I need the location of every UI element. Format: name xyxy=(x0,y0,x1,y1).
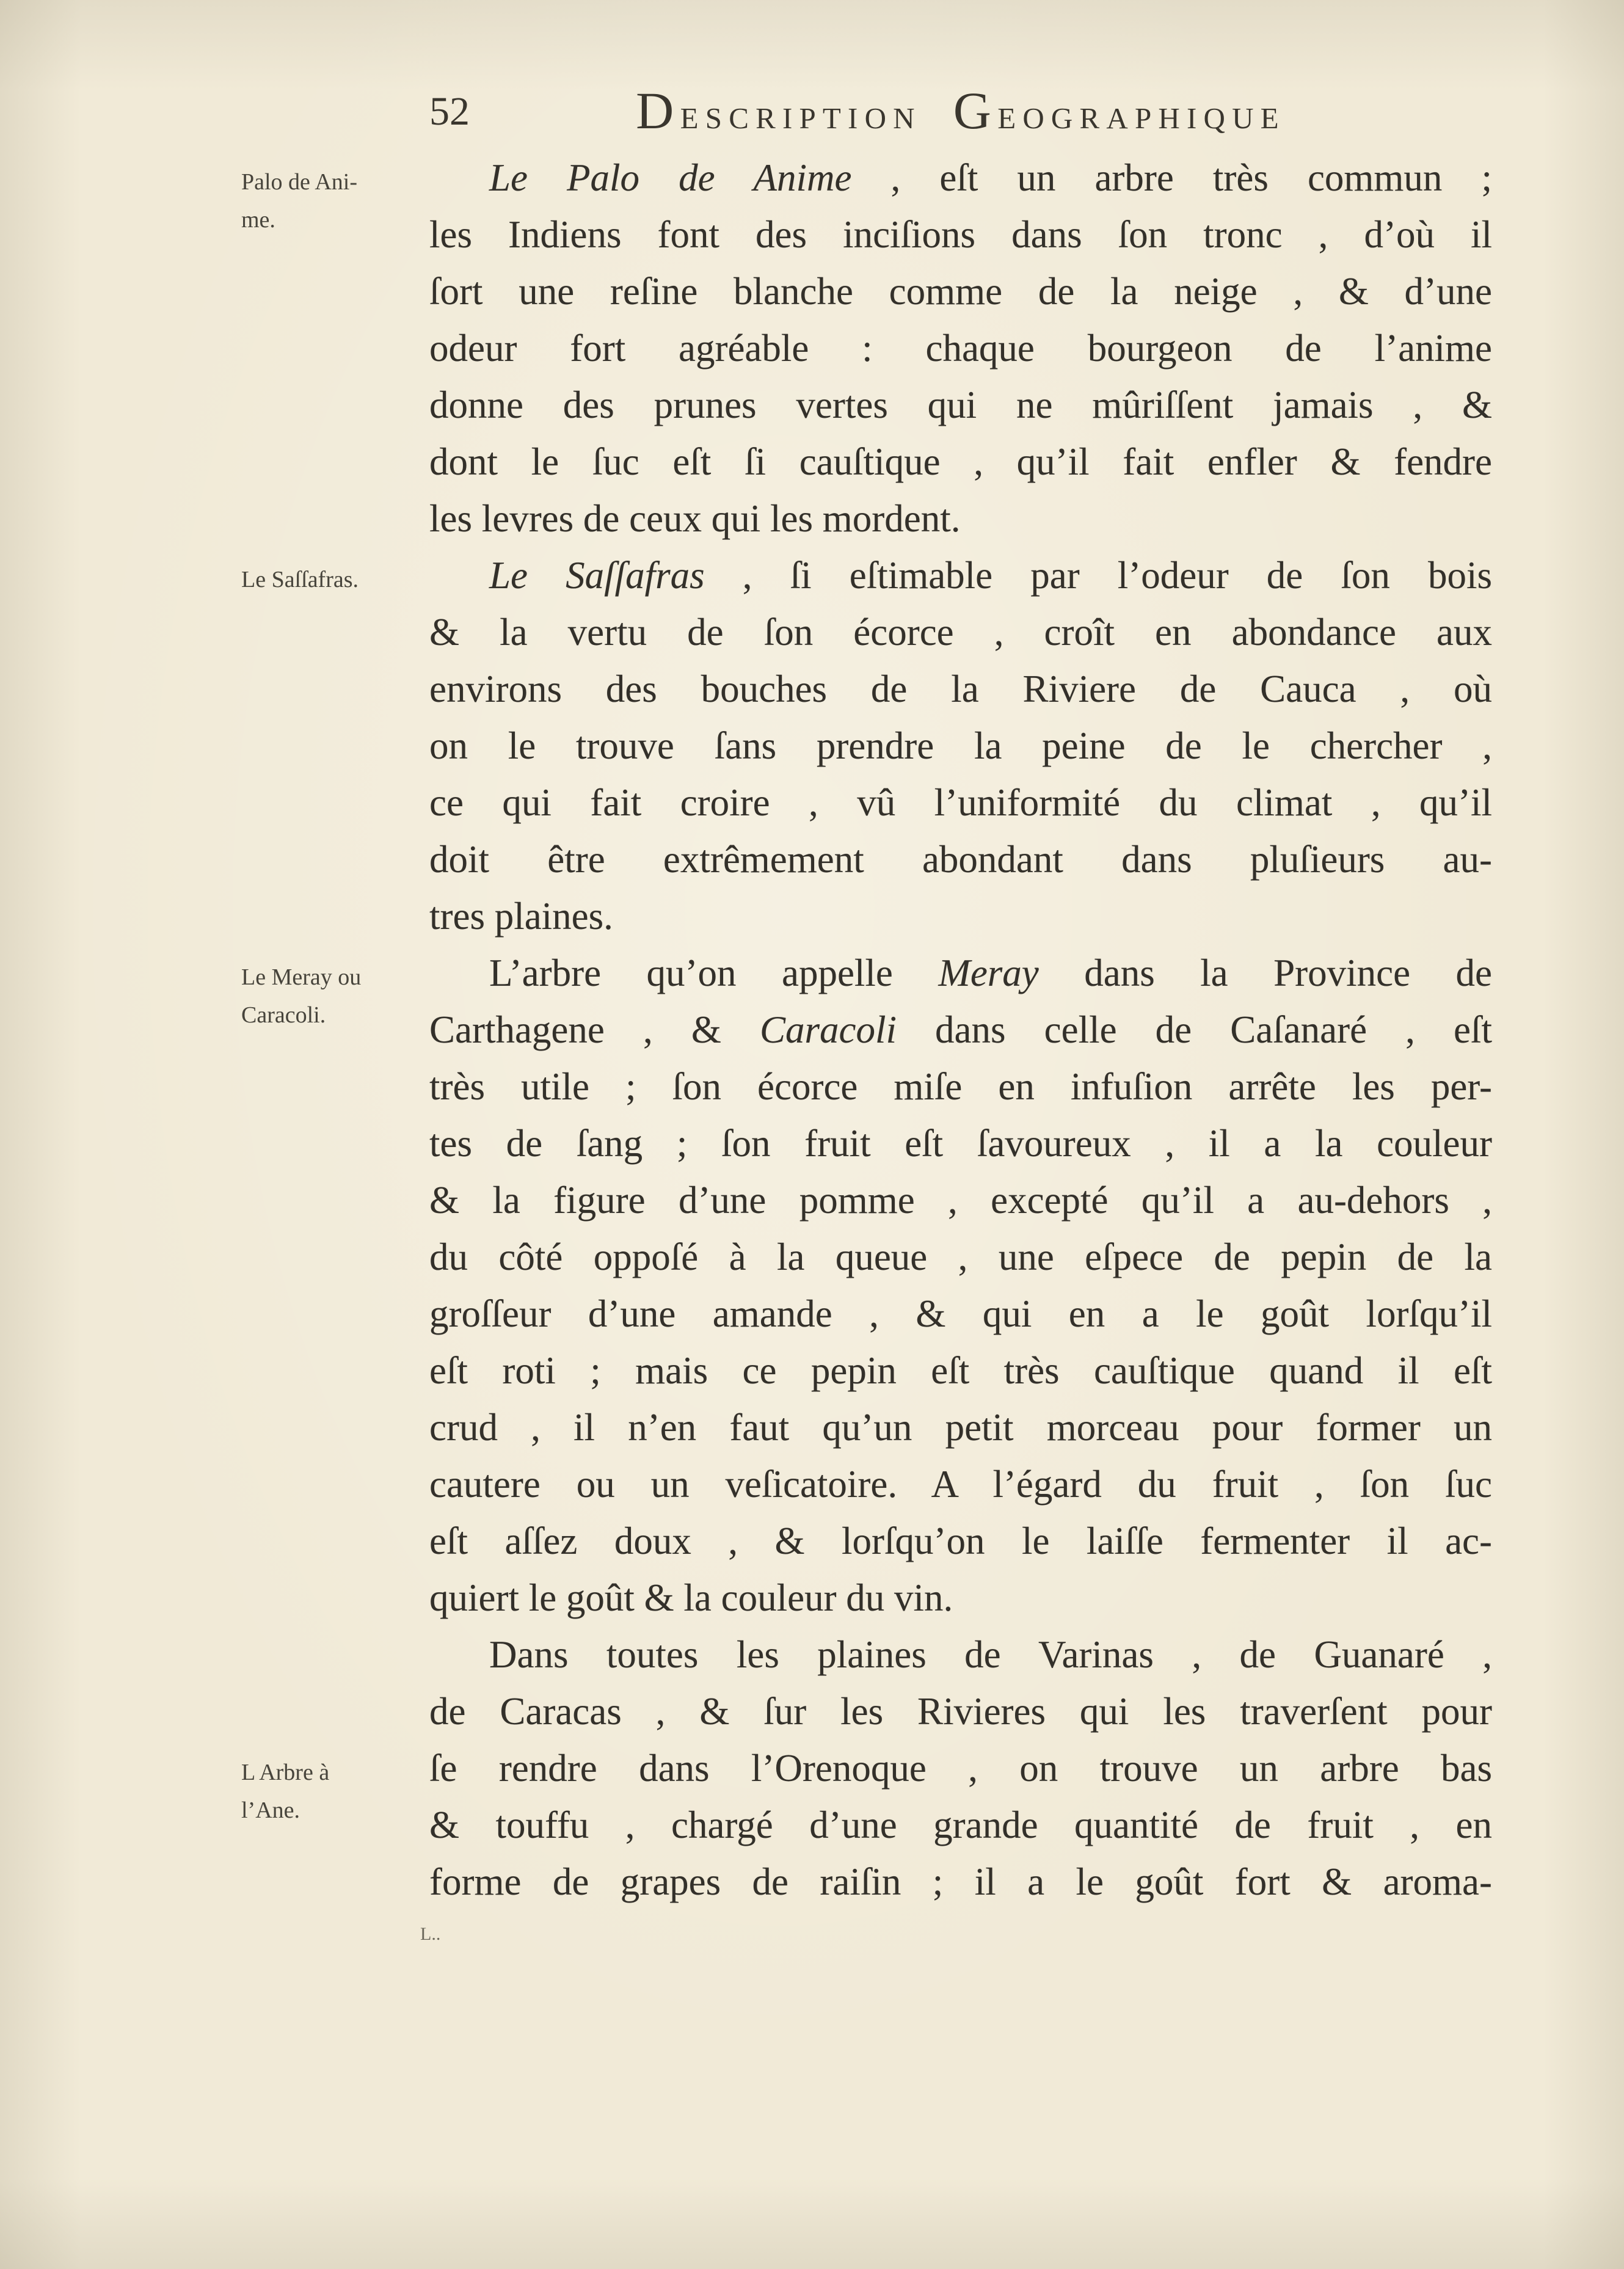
paragraph xyxy=(429,945,1492,1626)
paragraph xyxy=(429,547,1492,945)
margin-note-line: l’Ane. xyxy=(241,1797,300,1823)
italic-text: Le Saſſafras xyxy=(489,554,705,597)
text-line: tes de ſang ; ſon fruit eſt ſavoureux , il a la couleur xyxy=(429,1122,1492,1165)
text-line: quiert le goût & la couleur du vin. xyxy=(429,1576,953,1619)
italic-text: Meray xyxy=(938,952,1039,994)
text-line: on le trouve ſans prendre la peine de le chercher , xyxy=(429,724,1492,767)
text-line: dont le ſuc eſt ſi cauſtique , qu’il fait enfler & fendre xyxy=(429,440,1492,483)
plain-text: dans celle de Caſanaré , eſt xyxy=(896,1008,1492,1051)
title-segment: escription xyxy=(680,91,922,138)
text-line: groſſeur d’une amande , & qui en a le goût lorſqu’il xyxy=(429,1292,1492,1335)
page-number: 52 xyxy=(429,89,470,134)
text-line: odeur fort agréable : chaque bourgeon de l’anime xyxy=(429,327,1492,370)
paragraph xyxy=(429,1626,1492,1910)
text-line: les Indiens font des inciſions dans ſon tronc , d’où il xyxy=(429,213,1492,256)
text-line: du côté oppoſé à la queue , une eſpece de pepin de la xyxy=(429,1236,1492,1278)
text-line: de Caracas , & ſur les Rivieres qui les traverſent pour xyxy=(429,1690,1492,1733)
text-line: forme de grapes de raiſin ; il a le goût fort & aroma- xyxy=(429,1860,1492,1903)
text-line: doit être extrêmement abondant dans pluſieurs au- xyxy=(429,838,1492,881)
margin-note xyxy=(241,1754,424,1829)
italic-text: Caracoli xyxy=(759,1008,897,1051)
plain-text: L’arbre qu’on appelle xyxy=(489,952,939,994)
text-line: ſe rendre dans l’Orenoque , on trouve un arbre bas xyxy=(429,1747,1492,1790)
text-line: donne des prunes vertes qui ne mûriſſent jamais , & xyxy=(429,384,1492,426)
margin-note-line: Le Saſſafras. xyxy=(241,567,359,592)
text-line: les levres de ceux qui les mordent. xyxy=(429,497,961,540)
text-line xyxy=(429,547,1492,604)
text-line: Dans toutes les plaines de Varinas , de Guanaré , xyxy=(489,1633,1492,1676)
title-segment: G xyxy=(953,81,998,140)
title-segment: D xyxy=(636,81,680,140)
bottom-mark: L.. xyxy=(420,1924,441,1944)
text-line: très utile ; ſon écorce miſe en infuſion arrête les per- xyxy=(429,1065,1492,1108)
plain-text: Carthagene , & xyxy=(429,1008,760,1051)
title-segment: eographique xyxy=(997,91,1286,138)
margin-note-line: L Arbre à xyxy=(241,1760,330,1785)
text-line: cautere ou un veſicatoire. A l’égard du fruit , ſon ſuc xyxy=(429,1463,1492,1506)
running-title xyxy=(429,81,1492,140)
text-line: eſt aſſez doux , & lorſqu’on le laiſſe fermenter il ac- xyxy=(429,1520,1492,1562)
plain-text: dans la Province de xyxy=(1038,952,1492,994)
text-line xyxy=(429,150,1492,206)
text-line: environs des bouches de la Riviere de Cauca , où xyxy=(429,668,1492,710)
text-line: ce qui fait croire , vû l’uniformité du climat , qu’il xyxy=(429,781,1492,824)
text-line: tres plaines. xyxy=(429,895,613,938)
text-line xyxy=(429,1002,1492,1058)
text-line: eſt roti ; mais ce pepin eſt très cauſtique quand il eſt xyxy=(429,1349,1492,1392)
paragraph xyxy=(429,150,1492,547)
margin-note-line: Le Meray ou xyxy=(241,964,362,990)
margin-note-line: Palo de Ani- xyxy=(241,169,357,195)
italic-text: Le Palo de Anime xyxy=(489,156,852,199)
text-line xyxy=(429,945,1492,1002)
text-line: & la figure d’une pomme , excepté qu’il a au-dehors , xyxy=(429,1179,1492,1222)
text-line: crud , il n’en faut qu’un petit morceau pour former un xyxy=(429,1406,1492,1449)
margin-note-line: Caracoli. xyxy=(241,1002,326,1028)
text-line: & touffu , chargé d’une grande quantité de fruit , en xyxy=(429,1804,1492,1846)
body-text xyxy=(429,150,1492,1910)
text-line: ſort une reſine blanche comme de la neige , & d’une xyxy=(429,270,1492,313)
margin-note xyxy=(241,958,424,1034)
plain-text: , ſi eſtimable par l’odeur de ſon bois xyxy=(704,554,1493,597)
plain-text: , eſt un arbre très commun ; xyxy=(851,156,1492,199)
margin-note xyxy=(241,561,424,599)
text-line: & la vertu de ſon écorce , croît en abondance aux xyxy=(429,611,1492,654)
margin-note-line: me. xyxy=(241,207,275,233)
margin-note xyxy=(241,163,424,239)
